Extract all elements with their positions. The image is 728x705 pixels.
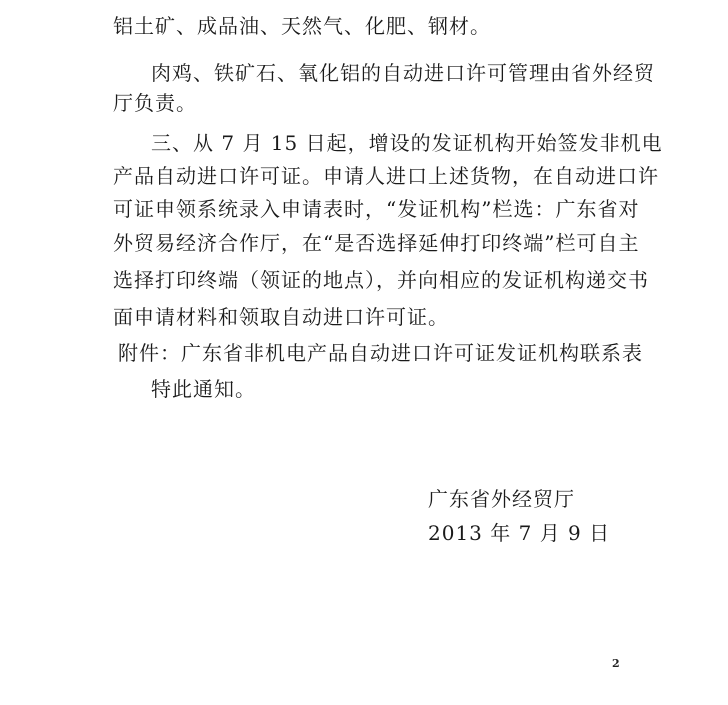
body-line-1: 铝土矿、成品油、天然气、化肥、钢材。	[113, 14, 491, 38]
body-line-9: 面申请材料和领取自动进口许可证。	[113, 305, 449, 329]
attachment-line: 附件：广东省非机电产品自动进口许可证发证机构联系表	[118, 341, 643, 365]
body-line-6: 可证申领系统录入申请表时，“发证机构”栏选：广东省对	[113, 197, 640, 221]
body-line-5: 产品自动进口许可证。申请人进口上述货物，在自动进口许	[113, 164, 659, 188]
body-line-7: 外贸易经济合作厅，在“是否选择延伸打印终端”栏可自主	[113, 231, 640, 255]
closing-line: 特此通知。	[151, 377, 256, 401]
body-line-4: 三、从 7 月 15 日起，增设的发证机构开始签发非机电	[151, 131, 663, 155]
body-line-3: 厅负责。	[113, 91, 197, 115]
body-line-2: 肉鸡、铁矿石、氧化铝的自动进口许可管理由省外经贸	[151, 61, 655, 85]
issuer-name: 广东省外经贸厅	[428, 487, 575, 511]
body-line-8: 选择打印终端（领证的地点），并向相应的发证机构递交书	[113, 268, 649, 292]
issue-date: 2013 年 7 月 9 日	[428, 521, 611, 545]
page-number: 2	[612, 657, 620, 670]
